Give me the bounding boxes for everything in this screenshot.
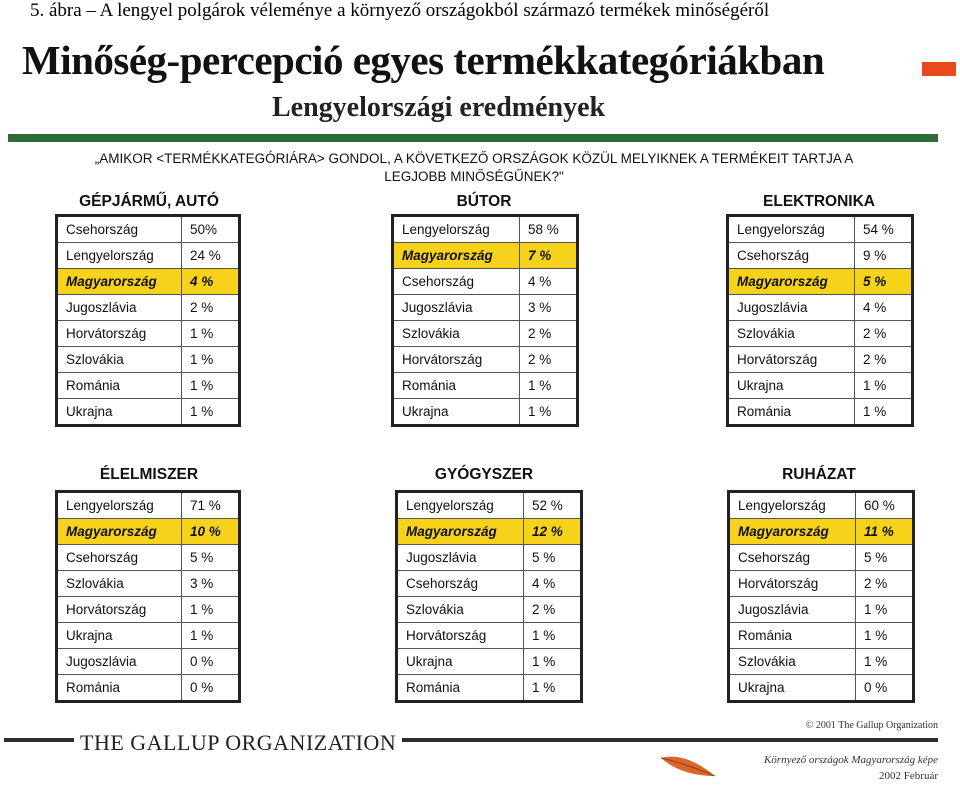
table-row [728, 321, 913, 347]
percent-cell: 1 % [520, 373, 578, 399]
percent-cell: 5 % [855, 269, 913, 295]
country-cell: Jugoszlávia [57, 649, 182, 675]
table-row [397, 492, 582, 519]
table-row [729, 571, 914, 597]
table-row [57, 347, 240, 373]
survey-question-line-1: „AMIKOR <TERMÉKKATEGÓRIÁRA> GONDOL, A KÖVETKEZŐ ORSZÁGOK KÖZÜL MELYIKNEK A TERMÉKEIT TARTJA A [94, 151, 854, 166]
table-row [729, 649, 914, 675]
percent-cell: 71 % [182, 492, 240, 519]
table-row [57, 321, 240, 347]
percent-cell: 0 % [182, 649, 240, 675]
table-row [397, 623, 582, 649]
table-row [728, 269, 913, 295]
table-furniture [391, 214, 579, 427]
slide-subtitle: Lengyelországi eredmények [272, 92, 606, 123]
table-body [728, 216, 913, 426]
percent-cell: 1 % [855, 373, 913, 399]
country-cell: Románia [728, 399, 855, 426]
table-row [57, 519, 240, 545]
country-cell: Ukrajna [729, 675, 856, 702]
table-row [729, 519, 914, 545]
table-clothing [727, 490, 915, 703]
country-cell: Jugoszlávia [728, 295, 855, 321]
country-cell: Ukrajna [57, 399, 182, 426]
gallup-logo-text: THE GALLUP ORGANIZATION [74, 730, 402, 756]
country-cell: Lengyelország [57, 492, 182, 519]
country-cell: Csehország [397, 571, 524, 597]
country-cell: Magyarország [397, 519, 524, 545]
country-cell: Ukrajna [397, 649, 524, 675]
table-row [397, 649, 582, 675]
table-body [729, 492, 914, 702]
category-title-clothing: RUHÁZAT [782, 466, 856, 483]
table-row [729, 545, 914, 571]
country-cell: Lengyelország [397, 492, 524, 519]
table-row [728, 243, 913, 269]
percent-cell: 50% [182, 216, 240, 243]
table-row [57, 571, 240, 597]
percent-cell: 4 % [524, 571, 582, 597]
table-row [729, 623, 914, 649]
percent-cell: 12 % [524, 519, 582, 545]
table-food [55, 490, 241, 703]
country-cell: Horvátország [729, 571, 856, 597]
table-row [729, 597, 914, 623]
table-row [57, 373, 240, 399]
percent-cell: 2 % [855, 321, 913, 347]
table-car [55, 214, 241, 427]
percent-cell: 24 % [182, 243, 240, 269]
table-row [57, 597, 240, 623]
percent-cell: 9 % [855, 243, 913, 269]
country-cell: Lengyelország [728, 216, 855, 243]
country-cell: Magyarország [729, 519, 856, 545]
figure-caption: 5. ábra – A lengyel polgárok véleménye a környező országokból származó termékek minőségéről [30, 0, 770, 21]
table-row [728, 399, 913, 426]
country-cell: Horvátország [397, 623, 524, 649]
country-cell: Jugoszlávia [397, 545, 524, 571]
table-row [57, 269, 240, 295]
table-row [397, 519, 582, 545]
country-cell: Szlovákia [57, 571, 182, 597]
table-body [393, 216, 578, 426]
percent-cell: 3 % [182, 571, 240, 597]
country-cell: Szlovákia [729, 649, 856, 675]
table-row [397, 597, 582, 623]
percent-cell: 1 % [856, 623, 914, 649]
table-electronics [726, 214, 914, 427]
country-cell: Csehország [728, 243, 855, 269]
country-cell: Horvátország [393, 347, 520, 373]
country-cell: Horvátország [728, 347, 855, 373]
percent-cell: 1 % [524, 675, 582, 702]
country-cell: Csehország [57, 545, 182, 571]
table-row [397, 571, 582, 597]
percent-cell: 5 % [182, 545, 240, 571]
table-body [397, 492, 582, 702]
country-cell: Jugoszlávia [729, 597, 856, 623]
table-row [57, 243, 240, 269]
country-cell: Magyarország [393, 243, 520, 269]
title-divider [8, 134, 938, 142]
table-row [397, 545, 582, 571]
table-row [57, 545, 240, 571]
country-cell: Magyarország [57, 519, 182, 545]
table-row [393, 295, 578, 321]
table-row [729, 675, 914, 702]
percent-cell: 1 % [182, 597, 240, 623]
table-row [397, 675, 582, 702]
percent-cell: 1 % [182, 347, 240, 373]
percent-cell: 58 % [520, 216, 578, 243]
table-row [728, 373, 913, 399]
slide-title: Minőség-percepció egyes termékkategóriákban [22, 37, 825, 83]
country-cell: Szlovákia [393, 321, 520, 347]
country-cell: Magyarország [728, 269, 855, 295]
country-cell: Ukrajna [728, 373, 855, 399]
country-cell: Románia [57, 373, 182, 399]
category-title-furniture: BÚTOR [456, 193, 512, 210]
table-row [57, 492, 240, 519]
country-cell: Románia [57, 675, 182, 702]
accent-bar [922, 62, 956, 76]
country-cell: Szlovákia [728, 321, 855, 347]
percent-cell: 2 % [524, 597, 582, 623]
percent-cell: 52 % [524, 492, 582, 519]
country-cell: Románia [393, 373, 520, 399]
category-title-medicine: GYÓGYSZER [434, 466, 534, 483]
table-medicine [395, 490, 583, 703]
percent-cell: 11 % [856, 519, 914, 545]
table-row [728, 347, 913, 373]
slide [4, 30, 956, 790]
leaf-icon [659, 752, 719, 780]
percent-cell: 5 % [524, 545, 582, 571]
country-cell: Lengyelország [57, 243, 182, 269]
percent-cell: 0 % [856, 675, 914, 702]
category-title-car: GÉPJÁRMŰ, AUTÓ [79, 193, 219, 210]
percent-cell: 1 % [524, 649, 582, 675]
country-cell: Ukrajna [393, 399, 520, 426]
category-title-food: ÉLELMISZER [99, 466, 199, 483]
table-row [393, 399, 578, 426]
table-row [393, 347, 578, 373]
percent-cell: 1 % [855, 399, 913, 426]
country-cell: Horvátország [57, 321, 182, 347]
country-cell: Románia [397, 675, 524, 702]
percent-cell: 1 % [182, 373, 240, 399]
percent-cell: 1 % [182, 399, 240, 426]
table-row [393, 216, 578, 243]
country-cell: Lengyelország [393, 216, 520, 243]
table-row [57, 399, 240, 426]
percent-cell: 7 % [520, 243, 578, 269]
table-row [57, 216, 240, 243]
percent-cell: 10 % [182, 519, 240, 545]
table-row [57, 295, 240, 321]
percent-cell: 1 % [182, 623, 240, 649]
country-cell: Csehország [393, 269, 520, 295]
country-cell: Csehország [729, 545, 856, 571]
percent-cell: 1 % [182, 321, 240, 347]
country-cell: Szlovákia [397, 597, 524, 623]
percent-cell: 2 % [182, 295, 240, 321]
percent-cell: 2 % [856, 571, 914, 597]
percent-cell: 4 % [855, 295, 913, 321]
copyright: © 2001 The Gallup Organization [805, 720, 938, 731]
country-cell: Románia [729, 623, 856, 649]
table-row [728, 295, 913, 321]
percent-cell: 54 % [855, 216, 913, 243]
percent-cell: 0 % [182, 675, 240, 702]
category-title-electronics: ELEKTRONIKA [763, 193, 875, 210]
table-body [57, 492, 240, 702]
percent-cell: 1 % [856, 649, 914, 675]
table-row [393, 373, 578, 399]
table-row [728, 216, 913, 243]
table-row [393, 243, 578, 269]
percent-cell: 2 % [520, 347, 578, 373]
survey-question [24, 150, 924, 186]
percent-cell: 1 % [524, 623, 582, 649]
percent-cell: 2 % [855, 347, 913, 373]
table-row [57, 675, 240, 702]
table-row [393, 321, 578, 347]
footer-report-date: 2002 Február [879, 770, 938, 782]
footer-report-title: Környező országok Magyarország képe [763, 754, 938, 766]
percent-cell: 3 % [520, 295, 578, 321]
country-cell: Csehország [57, 216, 182, 243]
percent-cell: 1 % [520, 399, 578, 426]
percent-cell: 4 % [520, 269, 578, 295]
survey-question-line-2: LEGJOBB MINŐSÉGŰNEK?" [384, 169, 564, 184]
percent-cell: 1 % [856, 597, 914, 623]
table-body [57, 216, 240, 426]
percent-cell: 2 % [520, 321, 578, 347]
country-cell: Horvátország [57, 597, 182, 623]
percent-cell: 5 % [856, 545, 914, 571]
table-row [393, 269, 578, 295]
percent-cell: 4 % [182, 269, 240, 295]
country-cell: Jugoszlávia [393, 295, 520, 321]
country-cell: Ukrajna [57, 623, 182, 649]
country-cell: Lengyelország [729, 492, 856, 519]
country-cell: Magyarország [57, 269, 182, 295]
country-cell: Szlovákia [57, 347, 182, 373]
percent-cell: 60 % [856, 492, 914, 519]
country-cell: Jugoszlávia [57, 295, 182, 321]
table-row [729, 492, 914, 519]
table-row [57, 649, 240, 675]
table-row [57, 623, 240, 649]
